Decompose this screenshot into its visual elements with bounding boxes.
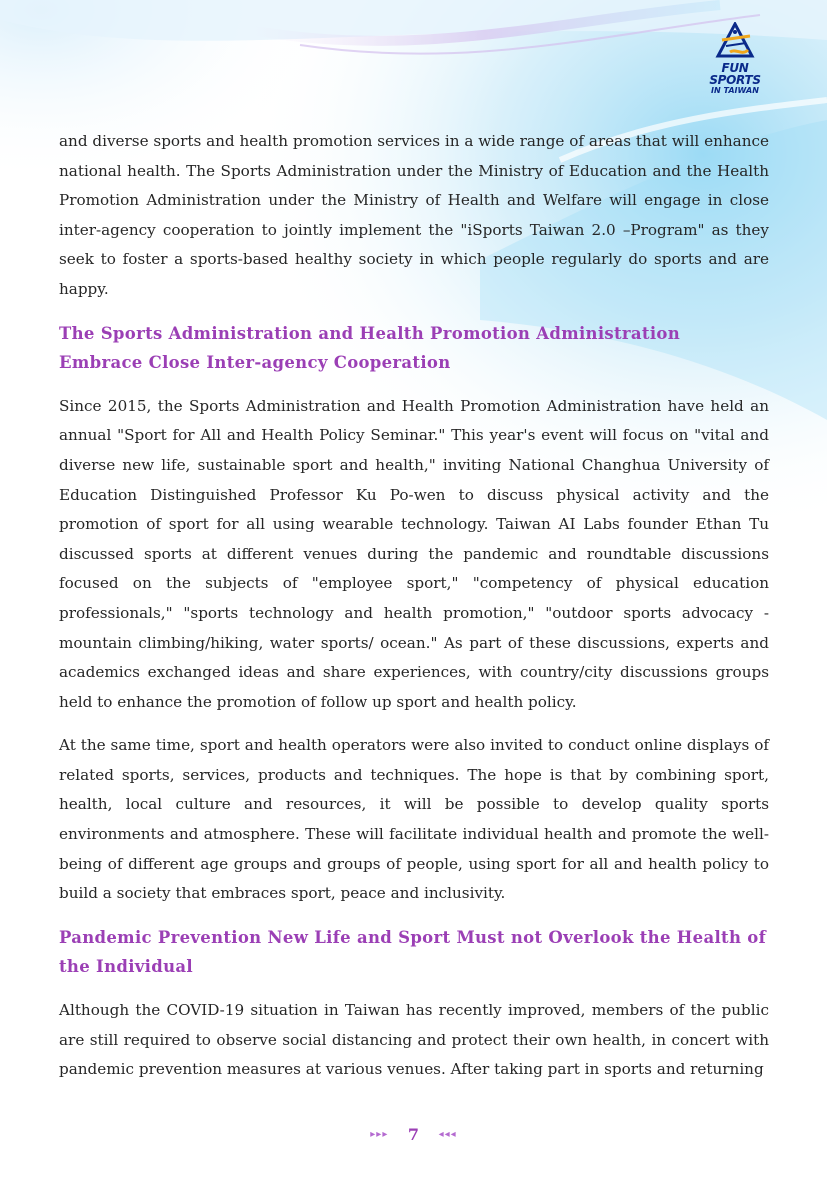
right-arrows-icon: ◂◂◂: [438, 1129, 457, 1140]
page-footer: [0, 1124, 827, 1144]
logo-subtitle: IN TAIWAN: [711, 86, 759, 95]
logo-emblem-icon: [712, 22, 758, 62]
section-heading-pandemic: Pandemic Prevention New Life and Sport Must not Overlook the Health of the Individual: [59, 927, 767, 977]
page-number: 7: [407, 1125, 420, 1144]
paragraph-seminar: Since 2015, the Sports Administration and Health Promotion Administration have held an annual "Sport for All and Health Policy Seminar." This year's event will focus on "vital and diverse new life, sustainable sport and health," inviting National Changhua University of Education Distinguished Professor Ku Po-wen to discuss physical activity and the promotion of sport for all using wearable technology. Taiwan AI Labs founder Ethan Tu discussed sports at different venues during the pandemic and roundtable discussions focused on the subjects of "employee sport," "competency of physical education professionals," "sports technology and health promotion," "outdoor sports advocacy - mountain climbing/hiking, water sports/ ocean." As part of these discussions, experts and academics exchanged ideas and share experiences, with country/city discussions groups held to enhance the promotion of follow up sport and health policy.: [59, 396, 769, 711]
left-arrows-icon: ▸▸▸: [370, 1129, 389, 1140]
logo-title: FUN SPORTS: [709, 61, 761, 87]
section-heading-cooperation: The Sports Administration and Health Promotion Administration Embrace Close Inter-agency Cooperation: [59, 323, 680, 373]
paragraph-covid: Although the COVID-19 situation in Taiwan has recently improved, members of the public are still required to observe social distancing and protect their own health, in concert with pandemic prevention measures at various venues. After taking part in sports and returning: [59, 1001, 769, 1079]
article-body: [59, 127, 769, 1099]
fun-sports-logo: [695, 22, 775, 95]
paragraph-intro-continuation: and diverse sports and health promotion services in a wide range of areas that will enhance national health. The Sports Administration under the Ministry of Education and the Health Promotion Administration under the Ministry of Health and Welfare will engage in close inter-agency cooperation to jointly implement the "iSports Taiwan 2.0 –Program" as they seek to foster a sports-based healthy society in which people regularly do sports and are happy.: [59, 132, 769, 298]
paragraph-online-displays: At the same time, sport and health operators were also invited to conduct online displays of related sports, services, products and techniques. The hope is that by combining sport, health, local culture and resources, it will be possible to develop quality sports environments and atmosphere. These will facilitate individual health and promote the well-being of different age groups and groups of people, using sport for all and health policy to build a society that embraces sport, peace and inclusivity.: [59, 736, 769, 903]
